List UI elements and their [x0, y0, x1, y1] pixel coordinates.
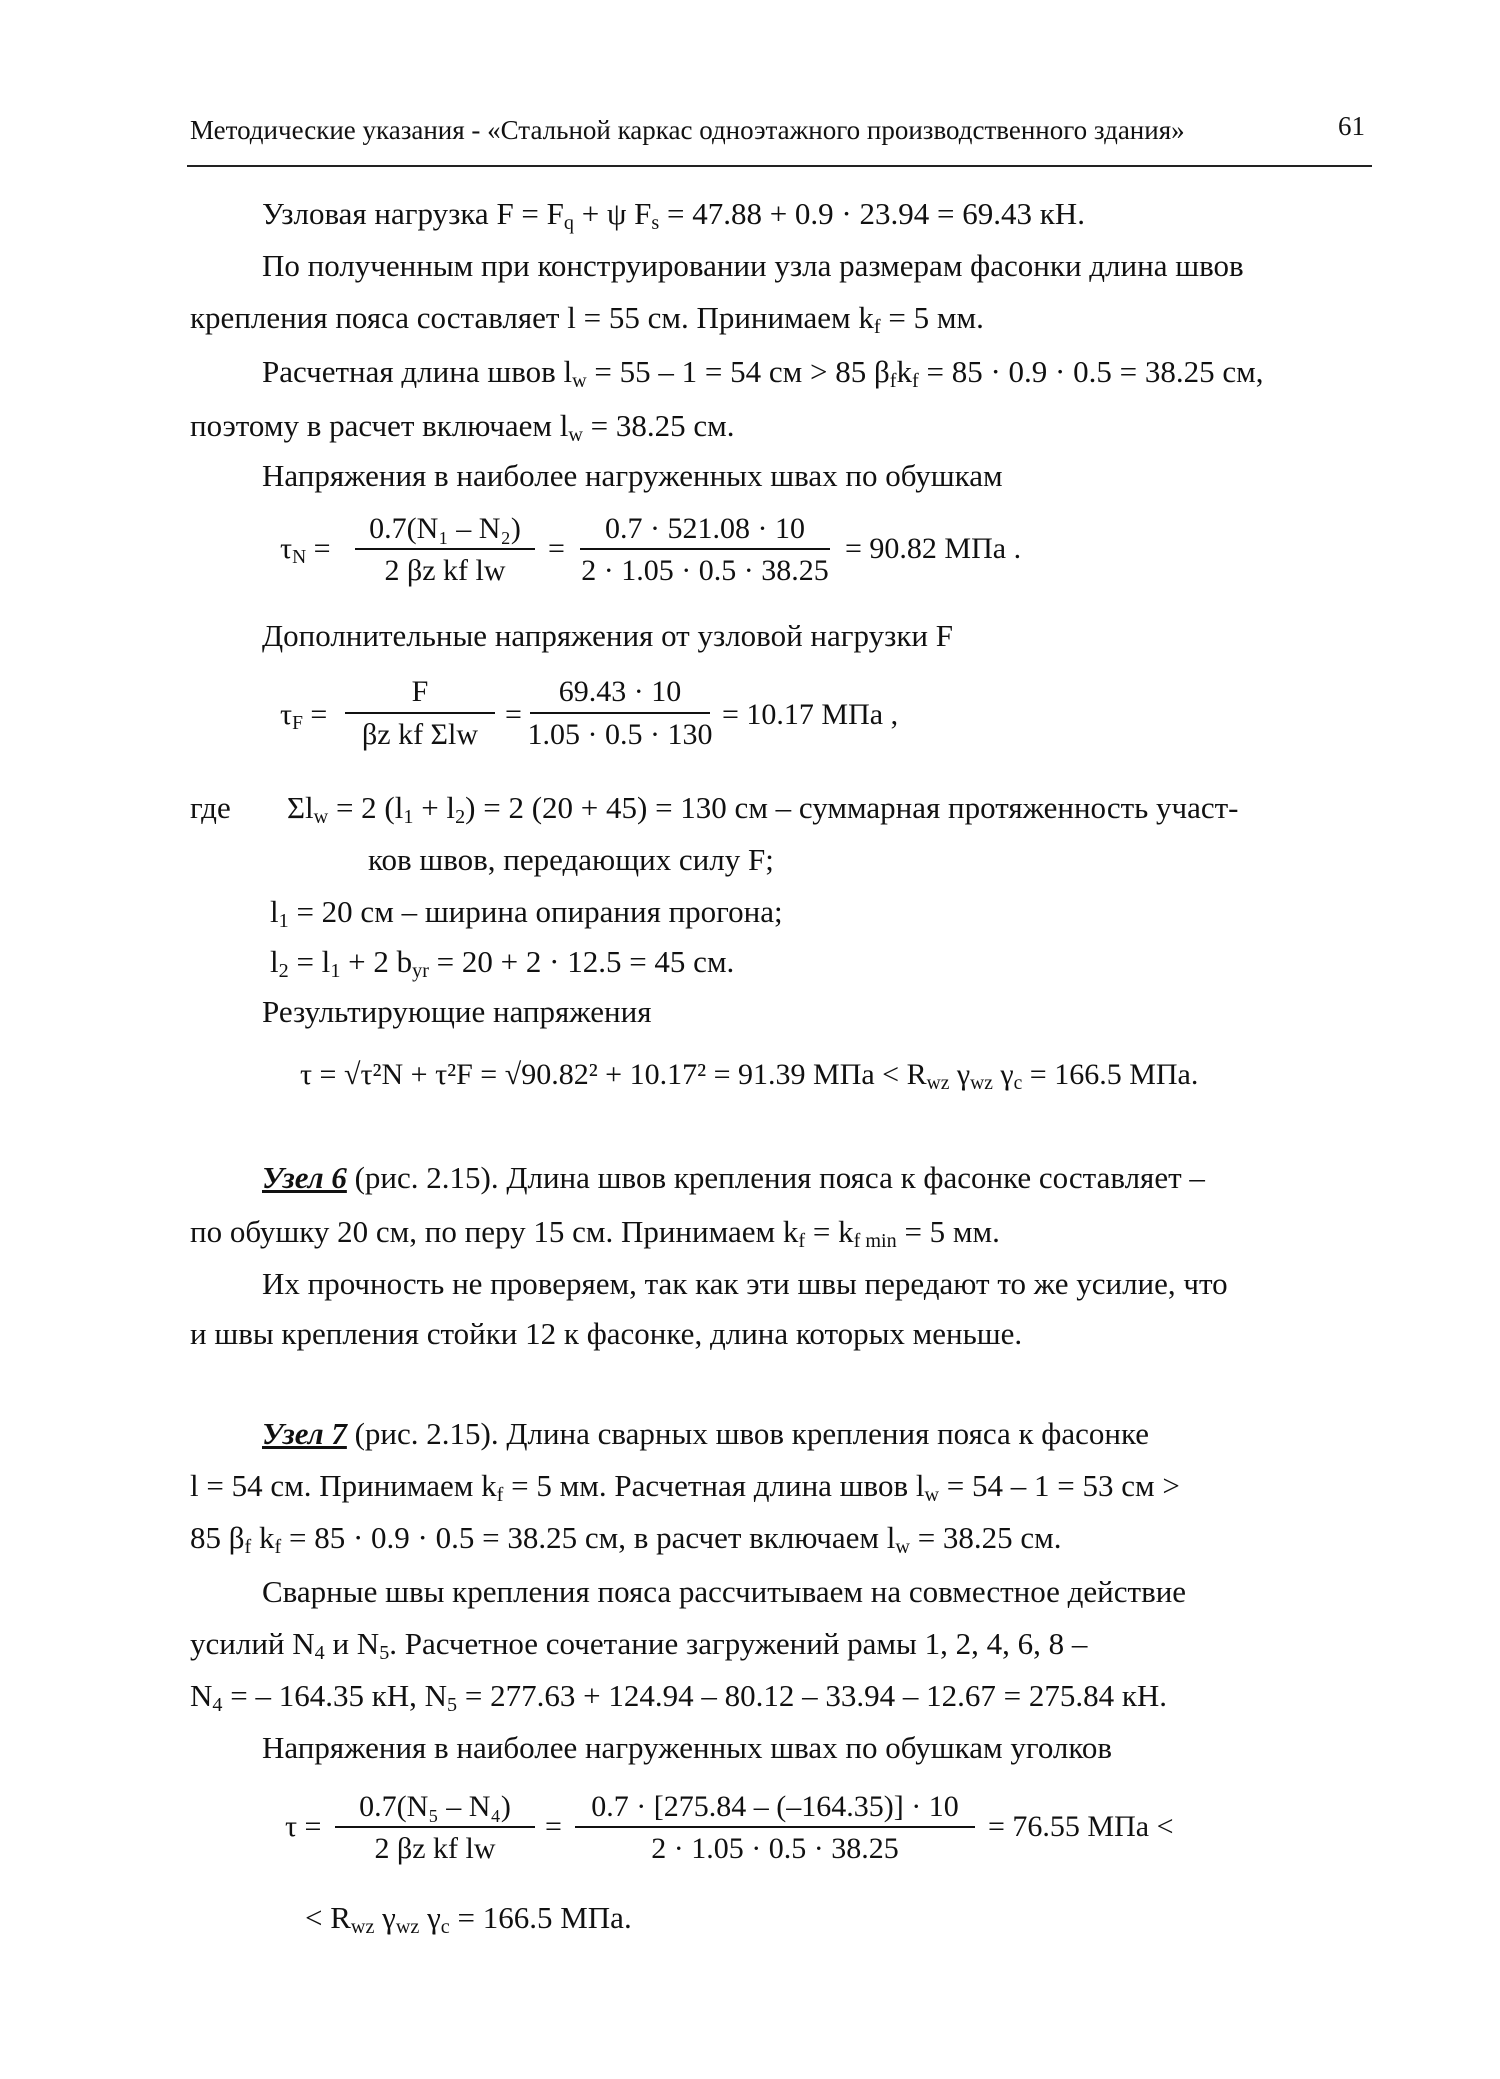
formula-3-result: = 76.55 МПа < [988, 1810, 1174, 1843]
formula-1-num2: 0.7 · 521.08 · 10 [605, 512, 805, 545]
text-line: Напряжения в наиболее нагруженных швах по обушкам [262, 458, 1003, 493]
text-line: l = 54 см. Принимаем $k_f = 5$ мм. Расчетная длина швов $l_w = 54 - 1 = 53$ см > [190, 1468, 1180, 1507]
formula-2-num1: F [411, 675, 429, 708]
text-line: Их прочность не проверяем, так как эти швы передают то же усилие, что [262, 1266, 1228, 1301]
formula-2-result: = 10.17 МПа , [722, 698, 899, 731]
text-line: ков швов, передающих силу F; [368, 842, 774, 877]
formula-2-den2: 1.05 · 0.5 · 130 [527, 718, 713, 751]
formula-2-bar2 [530, 712, 710, 714]
text-line: Расчетная длина швов $l_w = 55 - 1 = 54$ см > 85 $\beta_fk_f = 85 \cdot 0.9 \cdot 0.5 = 38.25$ см, [262, 354, 1264, 393]
formula-1-lhs: $\tau_N$ = [280, 532, 331, 568]
formula-1-num1: 0.7(N₁ – N₂) [369, 512, 521, 545]
text-line: Сварные швы крепления пояса рассчитываем на совместное действие [262, 1574, 1187, 1609]
formula-1-bar2 [580, 548, 830, 550]
formula-3-num1: 0.7(N₅ – N₄) [359, 1790, 511, 1823]
formula-1-bar1 [355, 548, 535, 550]
text-line: $l_2 = l_1 + 2$ $b_{yr} = 20 + 2 \cdot 12.5 = 45$ см. [270, 944, 735, 983]
formula-3-eq: = [545, 1810, 562, 1843]
formula-3-lhs: τ = [285, 1810, 322, 1843]
text-line-node7: Узел 7 (рис. 2.15). Длина сварных швов крепления пояса к фасонке [262, 1416, 1150, 1451]
formula-1-den1: 2 βz kf lw [384, 554, 506, 587]
page-number: 61 [1338, 111, 1365, 141]
formula-2-num2: 69.43 · 10 [558, 675, 682, 708]
formula-3-bar2 [575, 1826, 975, 1828]
node-7-label: Узел 7 [262, 1416, 347, 1451]
where-label: где [190, 790, 231, 825]
formula-1-result: = 90.82 МПа . [845, 532, 1022, 565]
text-line: Результирующие напряжения [262, 994, 652, 1029]
running-header-title: Методические указания - «Стальной каркас одноэтажного производственного здания» [190, 115, 1185, 145]
formula-2-lhs: $\tau_F$ = [280, 698, 328, 734]
text-line: Дополнительные напряжения от узловой нагрузки F [262, 618, 953, 653]
node-6-label: Узел 6 [262, 1160, 347, 1195]
text-line: < $R_{wz}$ $\gamma_{wz}$ $\gamma_c = 166.5$ МПа. [305, 1900, 632, 1939]
text-line: $l_1 = 20$ см – ширина опирания прогона; [270, 894, 783, 933]
text-line: поэтому в расчет включаем $l_w = 38.25$ см. [190, 408, 735, 447]
header-rule [187, 165, 1372, 167]
text-line: крепления пояса составляет l = 55 см. Принимаем $k_f = 5$ мм. [190, 300, 984, 339]
text-line-node-load: Узловая нагрузка $F = F_q + \psi$ $F_s = 47.88 + 0.9 \cdot 23.94 = 69.43$ кН. [262, 196, 1085, 235]
formula-resultant: τ = √τ²N + τ²F = √90.82² + 10.17² = 91.39 МПа < $R_{wz}$ $\gamma_{wz}$ $\gamma_c = 166.5$ МПа. [300, 1058, 1199, 1094]
text-line: $N_4$ = – 164.35 кН, $N_5 = 277.63 + 124.94 - 80.12 - 33.94 - 12.67 = 275.84$ кН. [190, 1678, 1168, 1717]
formula-2-eq: = [505, 698, 522, 731]
formula-3-bar1 [335, 1826, 535, 1828]
text-line: и швы крепления стойки 12 к фасонке, длина которых меньше. [190, 1316, 1023, 1351]
text-line: Напряжения в наиболее нагруженных швах по обушкам уголков [262, 1730, 1113, 1765]
formula-3-num2: 0.7 · [275.84 – (–164.35)] · 10 [591, 1790, 959, 1823]
text-line: по обушку 20 см, по перу 15 см. Принимаем $k_f = k_{f min} = 5$ мм. [190, 1214, 1000, 1253]
formula-1-eq: = [548, 532, 565, 565]
formula-2-den1: βz kf Σlw [361, 718, 479, 751]
formula-3-den2: 2 · 1.05 · 0.5 · 38.25 [651, 1832, 899, 1865]
text-line: По полученным при конструировании узла размерам фасонки длина швов [262, 248, 1244, 283]
text-line: $\Sigma l_w = 2$ $(l_1 + l_2) = 2$ (20 + 45) = 130 см – суммарная протяженность участ- [287, 790, 1239, 829]
text-line: 85 $\beta_f$ $k_f = 85 \cdot 0.9 \cdot 0.5 = 38.25$ см, в расчет включаем $l_w = 38.25$ см. [190, 1520, 1062, 1559]
text-line-node6: Узел 6 (рис. 2.15). Длина швов крепления пояса к фасонке составляет – [262, 1160, 1205, 1195]
text-line: усилий $N_4$ и $N_5$. Расчетное сочетание загружений рамы 1, 2, 4, 6, 8 – [190, 1626, 1088, 1665]
formula-2-bar1 [345, 712, 495, 714]
formula-3-den1: 2 βz kf lw [374, 1832, 496, 1865]
formula-1-den2: 2 · 1.05 · 0.5 · 38.25 [581, 554, 829, 587]
